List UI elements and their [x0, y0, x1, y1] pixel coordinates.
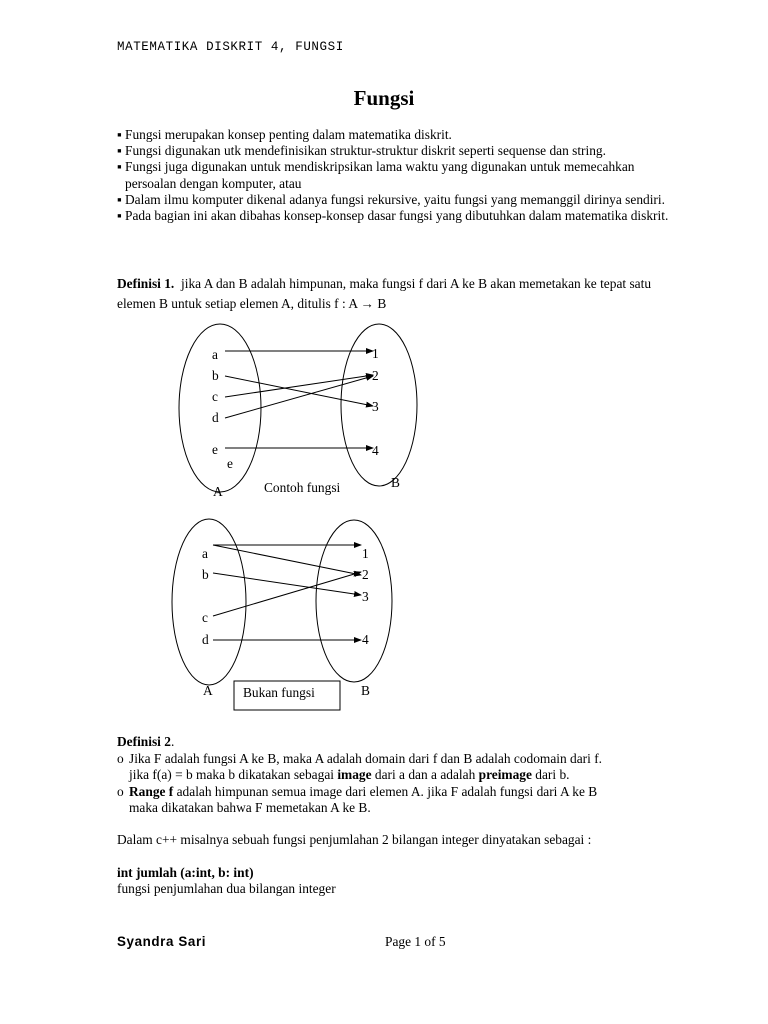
definition-1-text: jika A dan B adalah himpunan, maka fungsi f dari A ke B akan memetakan ke tepat satu elemen B untuk setiap elemen A, ditulis f : A → B	[117, 276, 652, 311]
definition-1	[117, 274, 677, 314]
page-title: Fungsi	[353, 86, 415, 110]
set-a-label: A	[213, 484, 223, 499]
element-e: e	[212, 442, 218, 457]
diagram-caption: Contoh fungsi	[264, 480, 341, 495]
circle-bullet-icon: o	[117, 750, 124, 766]
diagram-bukan-fungsi	[165, 515, 430, 715]
circle-bullet-icon: o	[117, 783, 124, 799]
arrow-c-to-2	[225, 375, 373, 397]
list-item: o Jika F adalah fungsi A ke B, maka A adalah domain dari f dan B adalah codomain dari f. jika f(a) = b maka b dikatakan sebagai image dari a dan a adalah preimage dari b.	[117, 750, 603, 782]
element-a: a	[212, 347, 218, 362]
code-description: fungsi penjumlahan dua bilangan integer	[117, 881, 336, 896]
list-item: ▪ Fungsi merupakan konsep penting dalam matematika diskrit.	[117, 127, 452, 142]
set-a-label: A	[203, 683, 213, 698]
element-2: 2	[362, 567, 369, 582]
list-item: ▪ Fungsi juga digunakan untuk mendiskripsikan lama waktu yang digunakan untuk memecahkan persoalan dengan komputer, atau	[117, 159, 635, 191]
definition-1-label: Definisi 1.	[117, 276, 175, 291]
element-c: c	[202, 610, 208, 625]
element-1: 1	[362, 546, 369, 561]
set-b-label: B	[361, 683, 370, 698]
bullet-icon: ▪	[117, 191, 122, 207]
arrow-b-to-3	[225, 376, 373, 406]
element-3: 3	[372, 399, 379, 414]
code-signature: int jumlah (a:int, b: int)	[117, 865, 254, 880]
element-b: b	[202, 567, 209, 582]
element-3: 3	[362, 589, 369, 604]
bullet-icon: ▪	[117, 127, 122, 142]
element-2: 2	[372, 368, 379, 383]
set-b-ellipse	[341, 324, 417, 486]
bullet-icon: ▪	[117, 143, 122, 159]
footer-author: Syandra Sari	[117, 934, 207, 949]
set-b-label: B	[391, 475, 400, 490]
footer-page-number: Page 1 of 5	[385, 934, 446, 949]
diagram-contoh-fungsi	[170, 320, 430, 505]
arrow-b-to-3	[213, 573, 361, 595]
arrow-d-to-2	[225, 376, 373, 418]
element-c: c	[212, 389, 218, 404]
set-b-ellipse	[316, 520, 392, 682]
definition-2	[117, 734, 677, 817]
list-item: ▪ Dalam ilmu komputer dikenal adanya fungsi rekursive, yaitu fungsi yang memanggil dirinya sendiri.	[117, 191, 665, 207]
intro-bullet-list	[117, 127, 677, 224]
element-d: d	[202, 632, 209, 647]
set-a-ellipse	[179, 324, 261, 492]
list-item: ▪ Fungsi digunakan utk mendefinisikan struktur-struktur diskrit seperti sequense dan string.	[117, 143, 606, 159]
element-4: 4	[362, 632, 369, 647]
list-item: o Range f adalah himpunan semua image dari elemen A. jika F adalah fungsi dari A ke B maka dikatakan bahwa F memetakan A ke B.	[117, 783, 598, 815]
bullet-icon: ▪	[117, 159, 122, 175]
element-1: 1	[372, 346, 379, 361]
cpp-paragraph: Dalam c++ misalnya sebuah fungsi penjumlahan 2 bilangan integer dinyatakan sebagai :	[117, 832, 592, 847]
set-a-ellipse	[172, 519, 246, 685]
list-item: ▪ Pada bagian ini akan dibahas konsep-konsep dasar fungsi yang dibutuhkan dalam matematika diskrit.	[117, 208, 669, 224]
definition-2-heading: Definisi 2.	[117, 734, 175, 749]
element-e-extra: e	[227, 456, 233, 471]
diagram-caption: Bukan fungsi	[243, 685, 315, 700]
element-d: d	[212, 410, 219, 425]
arrow-c-to-2	[213, 572, 361, 616]
page-header: MATEMATIKA DISKRIT 4, FUNGSI	[117, 40, 344, 54]
arrow-a-to-2	[213, 545, 361, 575]
element-4: 4	[372, 443, 379, 458]
element-a: a	[202, 546, 208, 561]
element-b: b	[212, 368, 219, 383]
bullet-icon: ▪	[117, 208, 122, 224]
